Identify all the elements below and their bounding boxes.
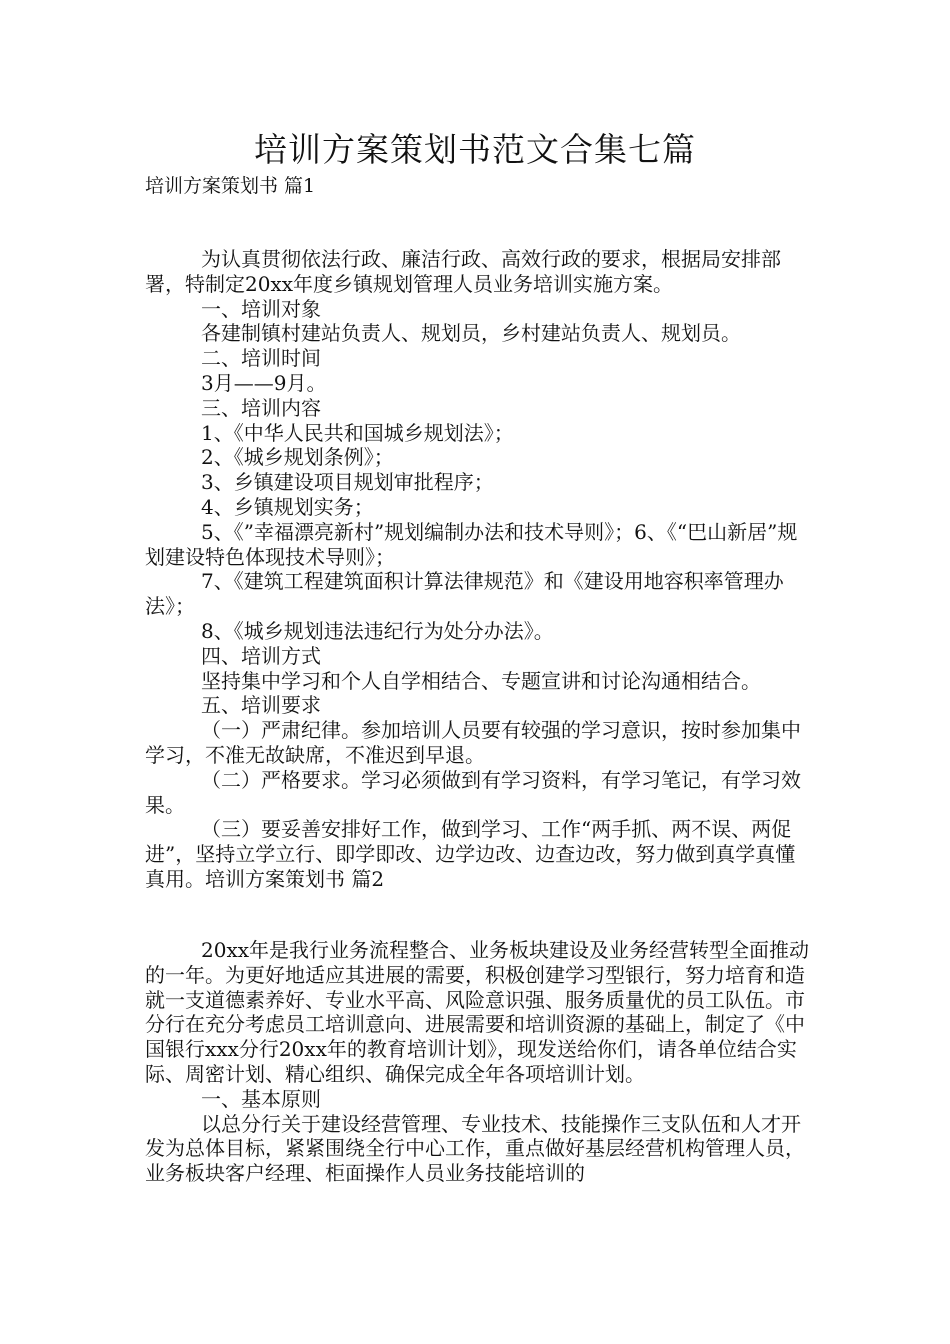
paragraph: 2、《城乡规划条例》；: [201, 445, 394, 470]
paragraph: 7、《建筑工程建筑面积计算法律规范》和《建设用地容积率管理办法》；: [145, 569, 784, 619]
paragraph: 为认真贯彻依法行政、廉洁行政、高效行政的要求，根据局安排部署，特制定20xx年度乡镇规划管理人员业务培训实施方案。: [145, 247, 781, 296]
paragraph: 一、基本原则: [201, 1086, 321, 1111]
paragraph: （三）要妥善安排好工作，做到学习、工作“两手抓、两不误、两促进”，坚持立学立行、即学即改、边学边改、边查边改，努力做到真学真懂真用。培训方案策划书 篇2: [145, 817, 796, 891]
paragraph: 8、《城乡规划违法违纪行为处分办法》。: [201, 618, 554, 643]
paragraph: 五、培训要求: [201, 693, 321, 718]
paragraph: 一、培训对象: [201, 296, 321, 321]
section-2-body: [145, 938, 810, 1186]
paragraph: 三、培训内容: [201, 395, 321, 420]
paragraph: 4、乡镇规划实务；: [201, 494, 374, 519]
paragraph: 坚持集中学习和个人自学相结合、专题宣讲和讨论沟通相结合。: [201, 668, 761, 693]
paragraph: 四、培训方式: [201, 643, 321, 668]
paragraph: 以总分行关于建设经营管理、专业技术、技能操作三支队伍和人才开发为总体目标，紧紧围绕全行中心工作，重点做好基层经营机构管理人员，业务板块客户经理、柜面操作人员业务技能培训的: [145, 1111, 805, 1186]
paragraph: 5、《”幸福漂亮新村”规划编制办法和技术导则》；6、《“巴山新居”规划建设特色体现技术导则》；: [145, 519, 798, 569]
paragraph: 1、《中华人民共和国城乡规划法》；: [201, 420, 514, 445]
paragraph: 3、乡镇建设项目规划审批程序；: [201, 470, 494, 495]
paragraph: 3月——9月。: [201, 370, 327, 395]
paragraph: （一）严肃纪律。参加培训人员要有较强的学习意识，按时参加集中学习，不准无故缺席，不准迟到早退。: [145, 718, 801, 767]
paragraph: （二）严格要求。学习必须做到有学习资料，有学习笔记，有学习效果。: [145, 767, 801, 817]
section-1-heading: 培训方案策划书 篇1: [145, 175, 316, 197]
section-1-body: [145, 247, 810, 892]
document-title: 培训方案策划书范文合集七篇: [254, 130, 696, 169]
paragraph: 二、培训时间: [201, 346, 321, 371]
paragraph: 20xx年是我行业务流程整合、业务板块建设及业务经营转型全面推动的一年。为更好地适应其进展的需要，积极创建学习型银行，努力培育和造就一支道德素养好、专业水平高、风险意识强、服务质量优的员工队伍。市分行在充分考虑员工培训意向、进展需要和培训资源的基础上，制定了《中国银行xxx分行20xx年的教育培训计划》，现发送给你们，请各单位结合实际、周密计划、精心组织、确保完成全年各项培训计划。: [145, 938, 810, 1086]
paragraph: 各建制镇村建站负责人、规划员，乡村建站负责人、规划员。: [201, 321, 741, 346]
